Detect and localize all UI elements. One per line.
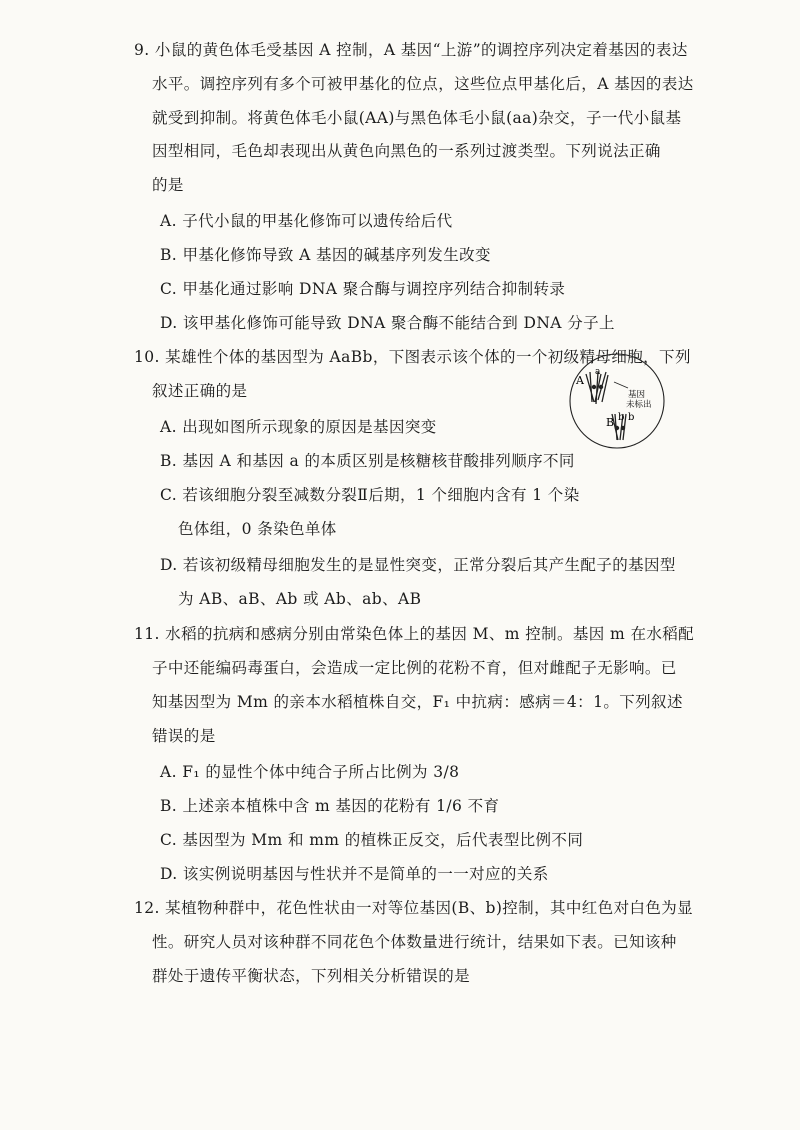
q10-stem-line-1: 10. 某雄性个体的基因型为 AaBb，下图表示该个体的一个初级精母细胞，下列 — [134, 348, 691, 366]
q10-option-c: C. 若该细胞分裂至减数分裂Ⅱ后期，1 个细胞内含有 1 个染 — [160, 486, 580, 504]
q11-stem-line-4: 错误的是 — [152, 727, 216, 745]
q9-option-a: A. 子代小鼠的甲基化修饰可以遗传给后代 — [160, 212, 453, 230]
gene-label-A: A — [576, 374, 584, 387]
q9-stem-line-5: 的是 — [152, 176, 184, 194]
cell-diagram-svg — [568, 352, 666, 450]
gene-label-b-2: b — [628, 412, 635, 423]
centromere-upper-2 — [599, 385, 603, 389]
note-line-2: 未标出 — [626, 400, 652, 410]
q9-option-d: D. 该甲基化修饰可能导致 DNA 聚合酶不能结合到 DNA 分子上 — [160, 314, 615, 332]
q10-option-d: D. 若该初级精母细胞发生的是显性突变，正常分裂后其产生配子的基因型 — [160, 556, 676, 574]
q11-option-a: A. F₁ 的显性个体中纯合子所占比例为 3/8 — [160, 763, 460, 781]
note-line-1: 基因 — [628, 390, 646, 400]
q10-option-d-cont: 为 AB、aB、Ab 或 Ab、ab、AB — [178, 590, 422, 608]
q12-stem-line-1: 12. 某植物种群中，花色性状由一对等位基因(B、b)控制，其中红色对白色为显 — [134, 899, 694, 917]
q9-stem-line-3: 就受到抑制。将黄色体毛小鼠(AA)与黑色体毛小鼠(aa)杂交，子一代小鼠基 — [152, 109, 682, 127]
q12-stem-line-2: 性。研究人员对该种群不同花色个体数量进行统计，结果如下表。已知该种 — [152, 933, 677, 951]
gene-label-B: B — [606, 416, 615, 429]
q12-stem-line-3: 群处于遗传平衡状态，下列相关分析错误的是 — [152, 967, 471, 985]
q9-stem-line-4: 因型相同，毛色却表现出从黄色向黑色的一系列过渡类型。下列说法正确 — [152, 142, 661, 160]
centromere-lower-2 — [621, 426, 625, 430]
q9-stem-line-1: 9. 小鼠的黄色体毛受基因 A 控制，A 基因“上游”的调控序列决定着基因的表达 — [134, 41, 688, 59]
q11-option-b: B. 上述亲本植株中含 m 基因的花粉有 1/6 不育 — [160, 797, 500, 815]
q11-option-c: C. 基因型为 Mm 和 mm 的植株正反交，后代表型比例不同 — [160, 831, 584, 849]
q9-option-b: B. 甲基化修饰导致 A 基因的碱基序列发生改变 — [160, 246, 491, 264]
centromere-upper-1 — [592, 385, 596, 389]
q10-option-c-cont: 色体组，0 条染色单体 — [178, 520, 337, 538]
q11-stem-line-1: 11. 水稻的抗病和感病分别由常染色体上的基因 M、m 控制。基因 m 在水稻配 — [134, 625, 695, 643]
q11-stem-line-3: 知基因型为 Mm 的亲本水稻植株自交，F₁ 中抗病：感病＝4：1。下列叙述 — [152, 693, 683, 711]
centromere-lower-1 — [615, 426, 619, 430]
gene-label-b-1: b — [618, 412, 625, 423]
primary-spermatocyte-diagram — [568, 352, 666, 450]
q10-option-b: B. 基因 A 和基因 a 的本质区别是核糖核苷酸排列顺序不同 — [160, 452, 575, 470]
gene-label-a: a — [595, 367, 601, 377]
note-pointer — [614, 382, 628, 388]
q10-stem-line-2: 叙述正确的是 — [152, 382, 248, 400]
q10-option-a: A. 出现如图所示现象的原因是基因突变 — [160, 418, 437, 436]
q9-stem-line-2: 水平。调控序列有多个可被甲基化的位点，这些位点甲基化后，A 基因的表达 — [152, 75, 694, 93]
q9-option-c: C. 甲基化通过影响 DNA 聚合酶与调控序列结合抑制转录 — [160, 280, 566, 298]
q11-option-d: D. 该实例说明基因与性状并不是简单的一一对应的关系 — [160, 865, 549, 883]
q11-stem-line-2: 子中还能编码毒蛋白，会造成一定比例的花粉不育，但对雌配子无影响。已 — [152, 659, 677, 677]
